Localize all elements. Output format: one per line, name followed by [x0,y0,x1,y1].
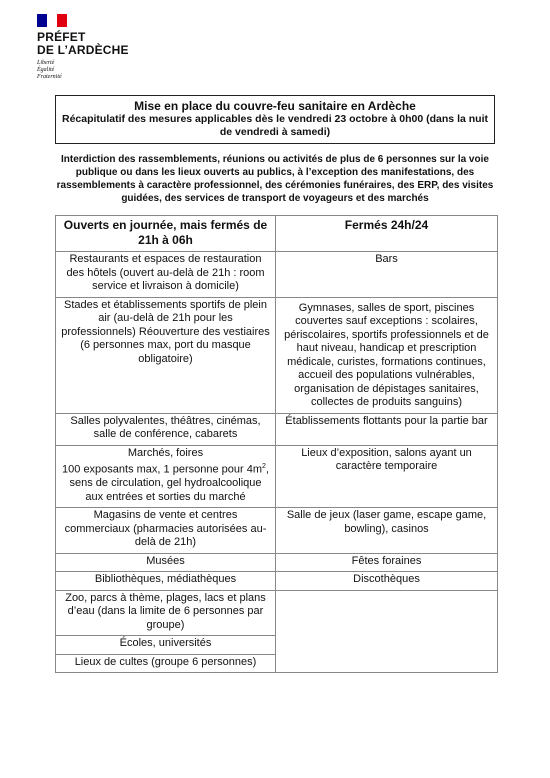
markets-rule-part1: 100 exposants max, 1 personne pour 4m [62,463,262,476]
cell-libraries: Bibliothèques, médiathèques [56,572,276,591]
cell-zoos-parks: Zoo, parcs à thème, plages, lacs et plans d’eau (dans la limite de 6 personnes par groupe) [56,590,276,636]
title-box [55,95,495,144]
logo-title [37,31,157,57]
cell-nightclubs: Discothèques [276,572,498,591]
table-row [56,572,498,591]
table-row [56,553,498,572]
gathering-ban-notice: Interdiction des rassemblements, réunions ou activités de plus de 6 personnes sur la voie publique ou dans les lieux ouverts au publics, à l’exception des manifestations, des rassemblements à caractère professionnel, des cérémonies funéraires, des ERP, des visites guidées, des services de transport de voyageurs et des marchés [56,154,494,204]
republic-motto [37,60,157,81]
cell-bars: Bars [276,252,498,298]
flag-blue-stripe [37,14,47,27]
table-header-row [56,216,498,252]
cell-fairgrounds: Fêtes foraines [276,553,498,572]
measures-table [55,215,498,673]
markets-rule-part2: , sens de circulation, gel hydroalcoolique aux entrées et sorties du marché [69,463,269,503]
cell-stadiums: Stades et établissements sportifs de plein air (au-delà de 21h pour les professionnels) Réouverture des vestiaires (6 personnes max, port du masque obligatoire) [56,297,276,413]
flag-white-stripe [47,14,57,27]
cell-theatres: Salles polyvalentes, théâtres, cinémas, salle de conférence, cabarets [56,413,276,445]
cell-shops: Magasins de vente et centres commerciaux (pharmacies autorisées au-delà de 21h) [56,508,276,554]
markets-rule-superscript: 2 [262,463,266,470]
table-row [56,297,498,413]
document-title: Mise en place du couvre-feu sanitaire en Ardèche [134,99,416,113]
column-header-closed-night: Ouverts en journée, mais fermés de 21h à 06h [56,216,276,252]
cell-places-of-worship: Lieux de cultes (groupe 6 personnes) [56,654,276,673]
logo-title-line2: DE L’ARDÈCHE [37,43,129,57]
motto-fraternite: Fraternité [37,74,62,80]
cell-markets [56,445,276,508]
motto-egalite: Égalité [37,67,55,73]
cell-game-rooms: Salle de jeux (laser game, escape game, bowling), casinos [276,508,498,554]
french-flag-icon [37,14,67,27]
table-row [56,590,498,636]
markets-title: Marchés, foires [127,446,204,459]
cell-gyms: Gymnases, salles de sport, piscines couvertes sauf exceptions : scolaires, périscolaires, sportifs professionnels et de haut niveau, handicap et prescription médicale, curistes, formations continues, accueil des populations vulnérables, organisation de dépistages sanitaires, collectes de produits sanguins) [276,297,498,413]
cell-restaurants: Restaurants et espaces de restauration des hôtels (ouvert au-delà de 21h : room service et livraison à domicile) [56,252,276,298]
motto-liberte: Liberté [37,60,55,66]
cell-exhibitions: Lieux d’exposition, salons ayant un caractère temporaire [276,445,498,508]
table-row [56,508,498,554]
table-row [56,413,498,445]
empty-cell [276,590,498,673]
column-header-closed-all-day: Fermés 24h/24 [276,216,498,252]
logo-title-line1: PRÉFET [37,30,86,44]
cell-floating-establishments: Établissements flottants pour la partie bar [276,413,498,445]
flag-red-stripe [57,14,67,27]
table-row [56,252,498,298]
cell-museums: Musées [56,553,276,572]
cell-schools: Écoles, universités [56,636,276,655]
prefecture-logo [37,14,157,81]
table-row [56,445,498,508]
document-subtitle: Récapitulatif des mesures applicables dès le vendredi 23 octobre à 0h00 (dans la nuit de vendredi à samedi) [62,113,488,138]
